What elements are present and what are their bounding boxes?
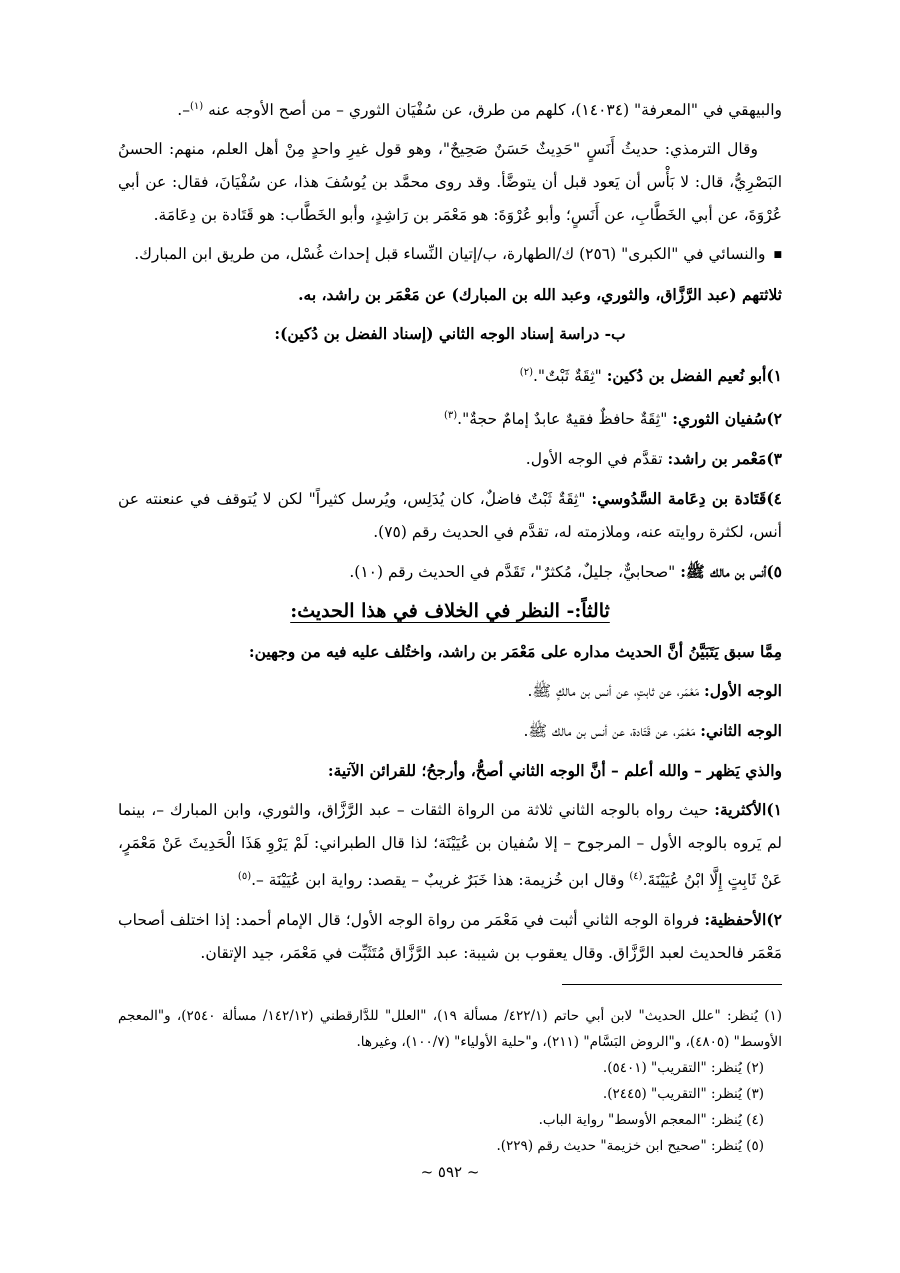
paragraph-nasai <box>118 238 782 272</box>
narrator-number: ٣) <box>766 448 782 468</box>
paragraph-tarjih: والذي يَظهر – والله أعلم – أنَّ الوجه الثاني أصحُّ، وأرجحُ؛ للقرائن الآتية: <box>327 760 782 780</box>
section-heading-b: ب- دراسة إسناد الوجه الثاني (إسناد الفضل بن دُكين): <box>274 323 626 343</box>
narrator-number: ١) <box>766 365 782 385</box>
footnote-5: (٥) يُنظر: "صحيح ابن خزيمة" حديث رقم (٢٢٩). <box>496 1138 764 1155</box>
paragraph-text: والنسائي في "الكبرى" (٢٥٦) ك/الطهارة، ب/إتيان النِّساء قبل إحداث غُسْل، من طريق ابن المبارك. <box>134 245 766 264</box>
paragraph-text: والبيهقي في "المعرفة" (١٤٠٣٤)، كلهم من طرق، عن سُفْيَان الثوري – من أصح الأوجه عنه <box>208 101 782 120</box>
footnote-ref-3: (٣) <box>443 409 458 421</box>
qarina-label: الأحفظية: <box>704 910 767 930</box>
wajh-text: مَعْمَر، عن ثابتٍ، عن أنس بن مالكٍ ﷺ. <box>527 681 705 700</box>
narrator-1 <box>118 356 782 393</box>
narrator-name: سُفيان الثوري: <box>672 408 767 428</box>
narrator-grade: "صحابيٌّ، جليلٌ، مُكثرٌ"، تَقَدَّم في الحديث رقم (١٠). <box>349 562 681 581</box>
section-heading-3: ثالثاً:- النظر في الخلاف في هذا الحديث: <box>290 599 610 622</box>
qarina-text: فرواة الوجه الثاني أثبت في مَعْمَر من رواة الوجه الأول؛ قال الإمام أحمد: إذا اختلف أصحاب مَعْمَر فالحديث لعبد الرَّزَّاق. وقال يعقوب بن شيبة: عبد الرَّزَّاق مُتَثَبِّت في مَعْمَر، جيد الإتقان. <box>118 911 782 963</box>
narrator-name: أنس بن مالك ﷺ: <box>680 561 767 581</box>
footnote-2: (٢) يُنظر: "التقريب" (٥٤٠١). <box>602 1060 764 1077</box>
wajh-label: الوجه الثاني: <box>700 720 782 740</box>
wajh-2 <box>118 714 782 748</box>
qarina-2 <box>118 903 782 970</box>
qarina-number: ١) <box>766 799 782 819</box>
narrator-name: مَعْمر بن راشد: <box>667 448 767 468</box>
narrator-name: أبو نُعيم الفضل بن دُكين: <box>606 365 767 385</box>
page-number: ~ ٥٩٢ ~ <box>420 1163 480 1182</box>
narrator-number: ٤) <box>766 488 782 508</box>
footnote-3: (٣) يُنظر: "التقريب" (٢٤٤٥). <box>602 1086 764 1103</box>
paragraph-summary: ثلاثتهم (عبد الرَّزَّاق، والثوري، وعبد الله بن المبارك) عن مَعْمَر بن راشد، به. <box>298 284 782 304</box>
paragraph-madar: مِمَّا سبق يَتَبَيَّنُ أنَّ الحديث مداره على مَعْمَر بن راشد، واختُلف عليه فيه من وجهين: <box>248 641 782 661</box>
narrator-grade: "ثِقَةٌ حافظٌ فقيهٌ عابدٌ إمامٌ حجةٌ". <box>457 409 673 428</box>
qarina-1 <box>118 793 782 897</box>
footnote-divider <box>562 984 782 985</box>
narrator-2 <box>118 399 782 436</box>
narrator-3 <box>118 442 782 476</box>
qarina-number: ٢) <box>766 910 782 930</box>
footnote-ref-4: (٤) <box>629 870 643 882</box>
narrator-grade: "ثِقَةٌ ثَبْتٌ فاضلٌ، كان يُدَلِس، ويُرسل كثيراً" لكن لا يُتوقف في عنعنته عن أنس، لكثرة روايته عنه، وملازمته له، تقدَّم في الحديث رقم (٧٥). <box>118 489 782 541</box>
narrator-name: قَتَادة بن دِعَامة السَّدُوسي: <box>591 488 767 508</box>
footnote-ref-2: (٢) <box>519 366 533 378</box>
narrator-number: ٥) <box>766 561 782 581</box>
narrator-4 <box>118 482 782 549</box>
paragraph-tirmidhi: وقال الترمذي: حديثُ أَنَسٍ "حَدِيثٌ حَسَنٌ صَحِيحٌ"، وهو قول غيرِ واحدٍ مِنْ أهل العلم، منهم: الحسنُ البَصْرِيُّ، قال: لا بَأْس أن يَعود قبل أن يتوضَّأ. وقد روى محمَّد بن يُوسُفَ هذا، عن سُفْيَانَ، فقال: عن أبي عُرْوَةَ، عن أبي الخَطَّابِ، عن أَنَسٍ؛ وأبو عُرْوَةَ: هو مَعْمَر بن رَاشِدٍ، وأبو الخَطَّاب: هو قَتَادة بن دِعَامَة. <box>118 140 782 225</box>
paragraph-bayhaqi <box>118 90 782 127</box>
wajh-label: الوجه الأول: <box>704 680 782 700</box>
qarina-text: حيث رواه بالوجه الثاني ثلاثة من الرواة الثقات – عبد الرَّزَّاق، والثوري، وابن المبارك –، بينما لم يَروه بالوجه الأول – المرجوح – إلا سُفيان بن عُيَيْنَة؛ لذا قال الطبراني: لَمْ يَرْوِ هَذَا الْحَدِيثَ عَنْ مَعْمَرٍ، عَنْ ثَابِتٍ إِلَّا ابْنُ عُيَيْنَةَ. <box>118 800 782 890</box>
qarina-label: الأكثرية: <box>714 799 767 819</box>
footnote-ref-5: (٥) <box>237 870 252 882</box>
qarina-text-2: وقال ابن خُزيمة: هذا خَبَرٌ غريبٌ – يقصد: رواية ابن عُيَيْنَة –. <box>251 871 630 890</box>
narrator-5 <box>118 555 782 589</box>
narrator-number: ٢) <box>766 408 782 428</box>
paragraph-end: –. <box>177 101 190 120</box>
narrator-grade: تقدَّم في الوجه الأول. <box>525 449 668 468</box>
wajh-text: مَعْمَر، عن قَتَادة، عن أنس بن مالك ﷺ. <box>523 721 701 740</box>
section-heading-3-wrapper <box>118 595 782 629</box>
narrator-grade: "ثِقَةٌ ثَبْتٌ". <box>532 366 607 385</box>
footnote-ref-1: (١) <box>189 101 204 112</box>
footnote-1: (١) يُنظر: "علل الحديث" لابن أبي حاتم (٤٢٢/١/ مسألة ١٩)، "العلل" للدَّارقطني (١٤٢/١٢/ مسألة ٢٥٤٠)، و"المعجم الأوسط" (٤٨٠٥)، و"الروض البَسَّام" (٢١١)، و"حلية الأولياء" (١٠٠/٧)، وغيرها. <box>118 1008 783 1051</box>
document-page <box>118 90 782 1181</box>
footnote-4: (٤) يُنظر: "المعجم الأوسط" رواية الباب. <box>538 1112 764 1129</box>
wajh-1 <box>118 674 782 708</box>
